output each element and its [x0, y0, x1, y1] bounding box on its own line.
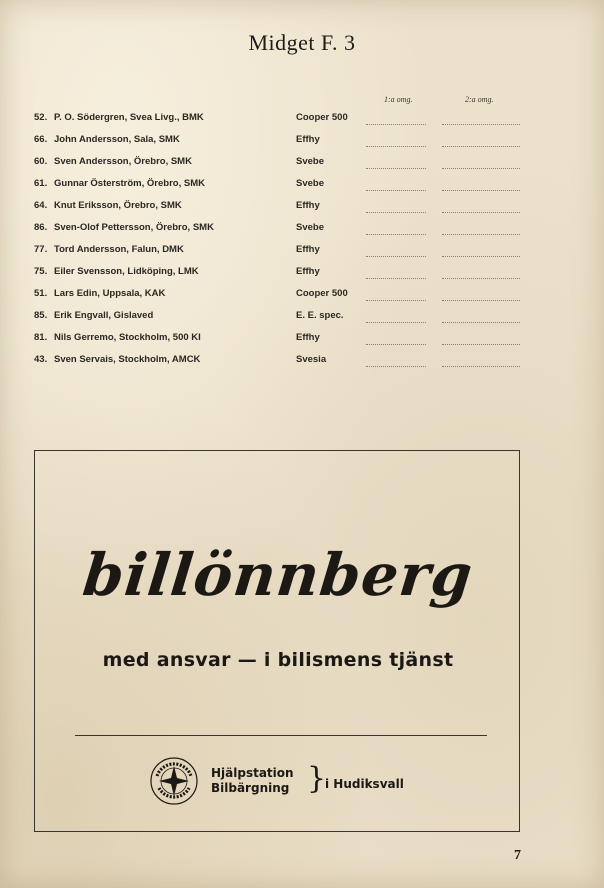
service-line-2: Bilbärgning — [211, 781, 290, 795]
start-number: 85. — [34, 310, 48, 321]
service-label — [211, 766, 294, 796]
car-name: Effhy — [296, 200, 320, 211]
round-2-blank — [442, 190, 520, 191]
start-number: 60. — [34, 156, 48, 167]
round-1-blank — [366, 344, 426, 345]
entry-row — [0, 306, 604, 328]
car-name: Effhy — [296, 266, 320, 277]
car-name: E. E. spec. — [296, 310, 344, 321]
start-number: 66. — [34, 134, 48, 145]
entry-row — [0, 108, 604, 130]
driver-name: Lars Edin, Uppsala, KAK — [54, 288, 166, 299]
driver-name: Sven Andersson, Örebro, SMK — [54, 156, 192, 167]
round-1-blank — [366, 366, 426, 367]
column-header-round-1: 1:a omg. — [384, 95, 413, 104]
round-2-blank — [442, 212, 520, 213]
service-line-1: Hjälpstation — [211, 766, 294, 780]
driver-name: Sven-Olof Pettersson, Örebro, SMK — [54, 222, 214, 233]
entry-row — [0, 284, 604, 306]
start-number: 43. — [34, 354, 48, 365]
page-number: 7 — [514, 848, 521, 863]
ad-divider — [75, 735, 487, 736]
round-2-blank — [442, 278, 520, 279]
driver-name: P. O. Södergren, Svea Livg., BMK — [54, 112, 204, 123]
towing-emblem-icon — [149, 756, 199, 806]
column-header-round-2: 2:a omg. — [465, 95, 494, 104]
driver-name: Tord Andersson, Falun, DMK — [54, 244, 184, 255]
car-name: Effhy — [296, 332, 320, 343]
start-number: 61. — [34, 178, 48, 189]
car-name: Effhy — [296, 134, 320, 145]
round-2-blank — [442, 168, 520, 169]
car-name: Svebe — [296, 222, 324, 233]
start-number: 81. — [34, 332, 48, 343]
car-name: Cooper 500 — [296, 288, 348, 299]
entry-row — [0, 174, 604, 196]
round-1-blank — [366, 234, 426, 235]
round-1-blank — [366, 256, 426, 257]
round-2-blank — [442, 124, 520, 125]
entry-row — [0, 240, 604, 262]
round-2-blank — [442, 322, 520, 323]
entry-row — [0, 328, 604, 350]
car-name: Cooper 500 — [296, 112, 348, 123]
round-2-blank — [442, 234, 520, 235]
entry-row — [0, 262, 604, 284]
round-2-blank — [442, 366, 520, 367]
entry-row — [0, 152, 604, 174]
round-1-blank — [366, 146, 426, 147]
round-2-blank — [442, 146, 520, 147]
round-2-blank — [442, 300, 520, 301]
page-title: Midget F. 3 — [248, 30, 356, 55]
ad-slogan: med ansvar — i bilismens tjänst — [102, 649, 454, 671]
car-name: Svebe — [296, 178, 324, 189]
round-1-blank — [366, 168, 426, 169]
advertiser-logo: billönnberg — [79, 541, 477, 609]
driver-name: Sven Servais, Stockholm, AMCK — [54, 354, 201, 365]
advertisement — [34, 450, 520, 832]
round-1-blank — [366, 124, 426, 125]
round-1-blank — [366, 190, 426, 191]
brace-glyph: } — [307, 761, 327, 796]
driver-name: Knut Eriksson, Örebro, SMK — [54, 200, 182, 211]
driver-name: Erik Engvall, Gislaved — [54, 310, 154, 321]
round-2-blank — [442, 344, 520, 345]
start-number: 77. — [34, 244, 48, 255]
round-1-blank — [366, 212, 426, 213]
ad-location: i Hudiksvall — [325, 777, 404, 791]
round-1-blank — [366, 300, 426, 301]
start-number: 51. — [34, 288, 48, 299]
driver-name: Nils Gerremo, Stockholm, 500 KI — [54, 332, 201, 343]
entry-list — [0, 108, 604, 372]
car-name: Effhy — [296, 244, 320, 255]
entry-row — [0, 350, 604, 372]
round-1-blank — [366, 278, 426, 279]
round-2-blank — [442, 256, 520, 257]
start-number: 86. — [34, 222, 48, 233]
car-name: Svebe — [296, 156, 324, 167]
entry-row — [0, 130, 604, 152]
entry-row — [0, 218, 604, 240]
driver-name: John Andersson, Sala, SMK — [54, 134, 180, 145]
start-number: 52. — [34, 112, 48, 123]
driver-name: Gunnar Österström, Örebro, SMK — [54, 178, 205, 189]
driver-name: Eiler Svensson, Lidköping, LMK — [54, 266, 199, 277]
round-1-blank — [366, 322, 426, 323]
start-number: 64. — [34, 200, 48, 211]
entry-row — [0, 196, 604, 218]
start-number: 75. — [34, 266, 48, 277]
car-name: Svesia — [296, 354, 327, 365]
